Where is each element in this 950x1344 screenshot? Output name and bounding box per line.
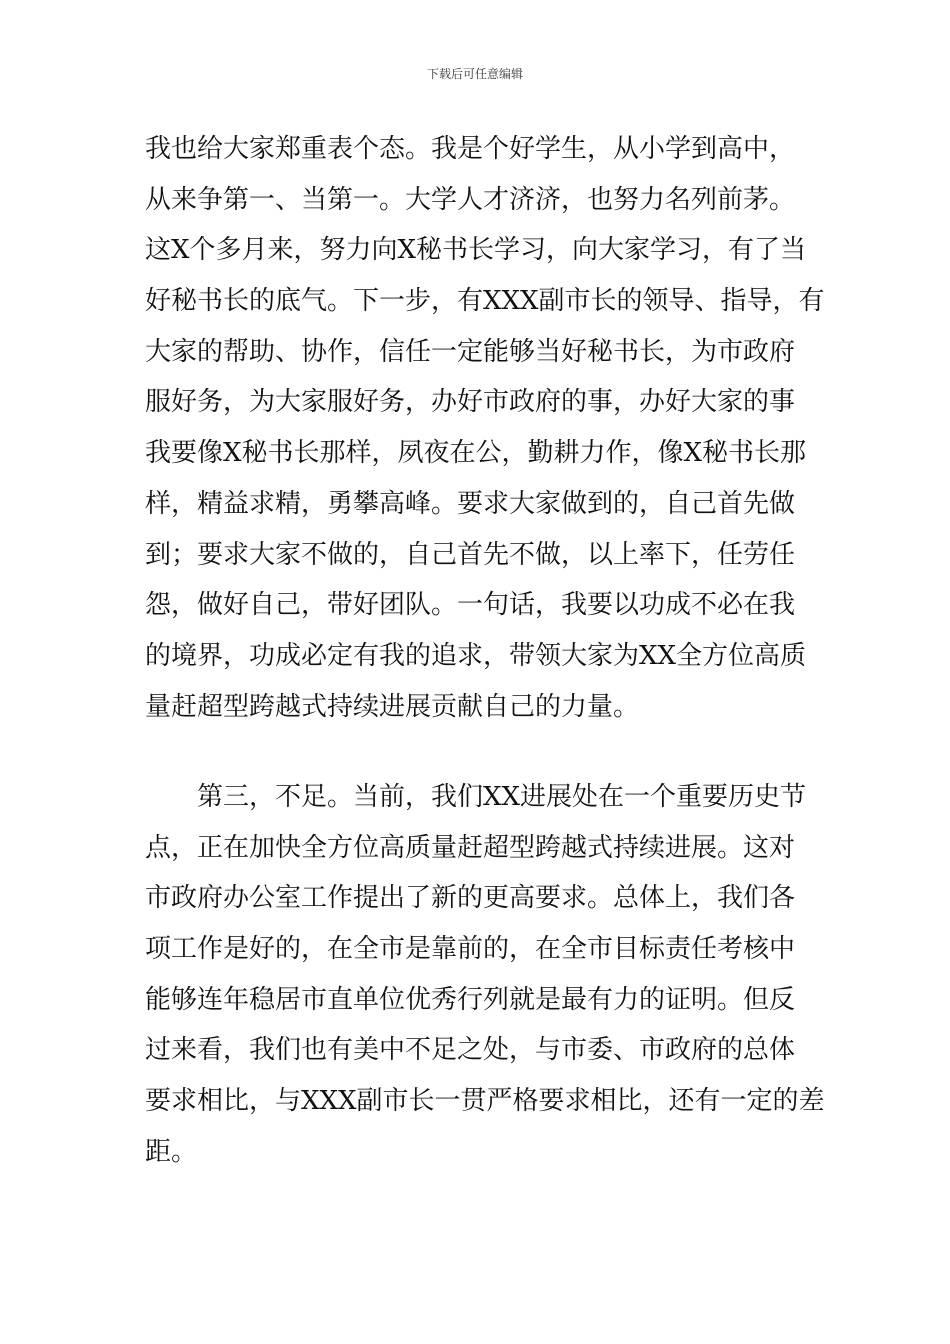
paragraph-commitment <box>145 124 825 732</box>
text-line: 这X个多月来，努力向X秘书长学习，向大家学习，有了当 <box>145 235 807 266</box>
text-line: 过来看，我们也有美中不足之处，与市委、市政府的总体 <box>145 1035 796 1066</box>
text-line: 第三，不足。当前，我们XX进展处在一个重要历史节 <box>197 782 807 812</box>
text-line: 量赶超型跨越式持续进展贡献自己的力量。 <box>145 691 640 722</box>
page-header: 下载后可任意编辑 <box>426 67 523 81</box>
text-line: 我也给大家郑重表个态。我是个好学生，从小学到高中， <box>145 134 796 164</box>
text-line: 能够连年稳居市直单位优秀行列就是最有力的证明。但反 <box>145 984 796 1015</box>
text-line: 到；要求大家不做的，自己首先不做，以上率下，任劳任 <box>145 539 796 570</box>
text-line: 的境界，功成必定有我的追求，带领大家为XX全方位高质 <box>145 640 807 671</box>
text-line: 从来争第一、当第一。大学人才济济，也努力名列前茅。 <box>145 184 796 215</box>
text-line: 距。 <box>145 1136 198 1167</box>
text-line: 服好务，为大家服好务，办好市政府的事，办好大家的事 <box>145 387 796 418</box>
text-line: 要求相比，与XXX副市长一贯严格要求相比，还有一定的差 <box>145 1086 825 1117</box>
text-line: 点，正在加快全方位高质量赶超型跨越式持续进展。这对 <box>145 832 796 863</box>
paragraph-shortcomings <box>145 772 825 1178</box>
text-line: 样，精益求精，勇攀高峰。要求大家做到的，自己首先做 <box>145 488 796 519</box>
text-line: 怨，做好自己，带好团队。一句话，我要以功成不必在我 <box>145 590 796 621</box>
text-line: 我要像X秘书长那样，夙夜在公，勤耕力作，像X秘书长那 <box>145 438 807 469</box>
text-line: 项工作是好的，在全市是靠前的，在全市目标责任考核中 <box>145 934 796 965</box>
text-line: 大家的帮助、协作，信任一定能够当好秘书长，为市政府 <box>145 336 796 367</box>
text-line: 市政府办公室工作提出了新的更高要求。总体上，我们各 <box>145 883 796 914</box>
text-line: 好秘书长的底气。下一步，有XXX副市长的领导、指导，有 <box>145 286 825 317</box>
